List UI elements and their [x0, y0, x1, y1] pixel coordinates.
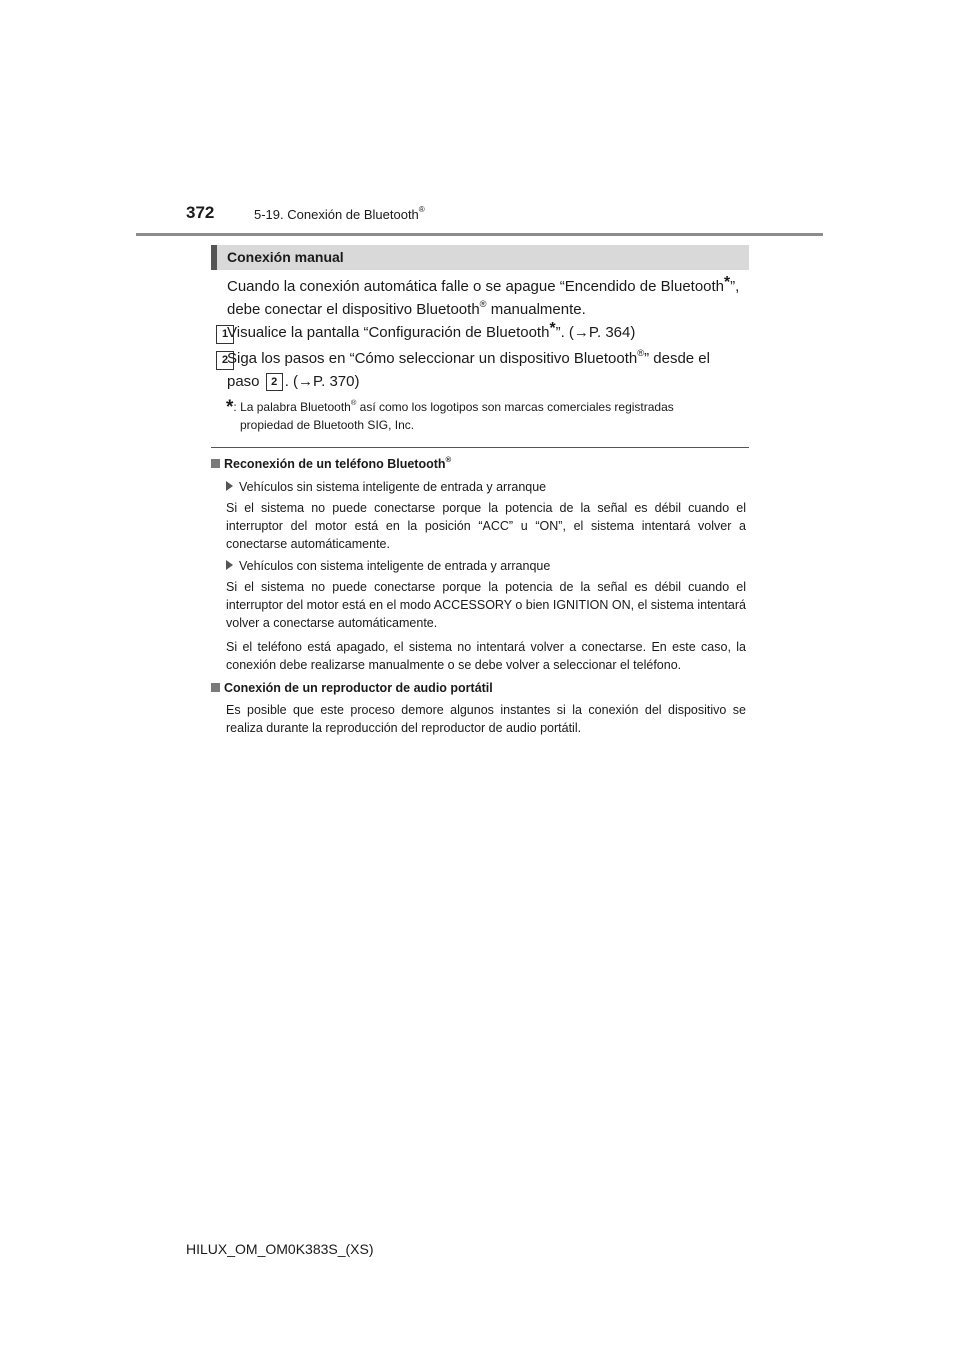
step-2-text-d: . (	[284, 373, 299, 390]
step-1-text-a: Visualice la pantalla “Configuración de Bluetooth	[227, 324, 550, 341]
bullet-1-text: Vehículos sin sistema inteligente de entrada y arranque	[239, 480, 547, 494]
intro-line-1: Cuando la conexión automática falle o se apague “Encendido de Bluetooth	[227, 278, 725, 295]
paragraph-phone-off: Si el teléfono está apagado, el sistema no intentará volver a conectarse. En este caso, la conexión debe realizarse manualmente o se debe volver a seleccionar el teléfono.	[226, 640, 746, 672]
arrow-icon: →	[573, 324, 589, 341]
arrow-icon: →	[298, 373, 314, 390]
footnote-b: así como los logotipos son marcas comerciales registradas	[356, 400, 674, 414]
portable-audio-heading	[211, 681, 493, 695]
asterisk-mark: *	[549, 319, 556, 337]
footnote-a: : La palabra Bluetooth	[233, 400, 351, 414]
step-2-text-c: paso	[227, 373, 260, 390]
footer-code: HILUX_OM_OM0K383S_(XS)	[186, 1241, 374, 1257]
registered-mark: ®	[479, 298, 487, 309]
page-ref-364[interactable]: P. 364)	[588, 324, 636, 341]
page-ref-370[interactable]: P. 370)	[313, 373, 360, 390]
reconnect-title: Reconexión de un teléfono Bluetooth	[224, 457, 446, 471]
registered-mark: ®	[445, 454, 452, 464]
bullet-no-smart-key	[226, 478, 546, 496]
manual-connection-title: Conexión manual	[227, 249, 344, 265]
footnote-c: propiedad de Bluetooth SIG, Inc.	[240, 418, 415, 432]
asterisk-mark: *	[724, 273, 731, 291]
intro-line-2: debe conectar el dispositivo Bluetooth	[227, 301, 480, 318]
bullet-smart-key	[226, 557, 550, 575]
reconnect-heading	[211, 454, 452, 471]
step-2-badge: 2	[216, 351, 234, 370]
page-number: 372	[186, 203, 215, 222]
section-divider	[211, 447, 749, 448]
bullet-2-text: Vehículos con sistema inteligente de entrada y arranque	[239, 559, 551, 573]
triangle-bullet-icon	[226, 560, 233, 570]
step-ref-badge: 2	[266, 373, 283, 391]
manual-connection-heading	[211, 245, 749, 270]
step-2-text-a: Siga los pasos en “Cómo seleccionar un dispositivo Bluetooth	[227, 350, 638, 367]
step-2-text	[227, 347, 747, 393]
section-header-text: 5-19. Conexión de Bluetooth	[254, 207, 419, 222]
paragraph-portable-audio: Es posible que este proceso demore algunos instantes si la conexión del dispositivo se realiza durante la reproducción del reproductor de audio portátil.	[226, 703, 746, 735]
manual-intro	[227, 275, 747, 321]
square-bullet-icon	[211, 459, 220, 468]
intro-line-2-end: manualmente.	[486, 301, 586, 318]
header-rule	[136, 233, 823, 236]
triangle-bullet-icon	[226, 481, 233, 491]
square-bullet-icon	[211, 683, 220, 692]
intro-line-1-end: ”,	[730, 278, 740, 295]
paragraph-smart-key: Si el sistema no puede conectarse porque la potencia de la señal es débil cuando el interruptor del motor está en el modo ACCESSORY o bien IGNITION ON, el sistema intentará volver a conectarse automáticamente.	[226, 580, 746, 630]
portable-audio-title: Conexión de un reproductor de audio portátil	[224, 681, 493, 695]
step-1-text	[227, 321, 747, 344]
paragraph-no-smart-key: Si el sistema no puede conectarse porque la potencia de la señal es débil cuando el interruptor del motor está en la posición “ACC” u “ON”, el sistema intentará volver a conectarse automáticamente.	[226, 501, 746, 551]
step-2-text-b: ” desde el	[644, 350, 710, 367]
registered-mark: ®	[418, 205, 425, 215]
step-1-badge: 1	[216, 325, 234, 344]
section-header	[254, 207, 425, 222]
step-1-text-b: ”. (	[555, 324, 574, 341]
footnote	[226, 397, 746, 434]
registered-mark: ®	[350, 397, 357, 407]
asterisk-mark: *	[226, 397, 234, 418]
registered-mark: ®	[637, 347, 645, 358]
